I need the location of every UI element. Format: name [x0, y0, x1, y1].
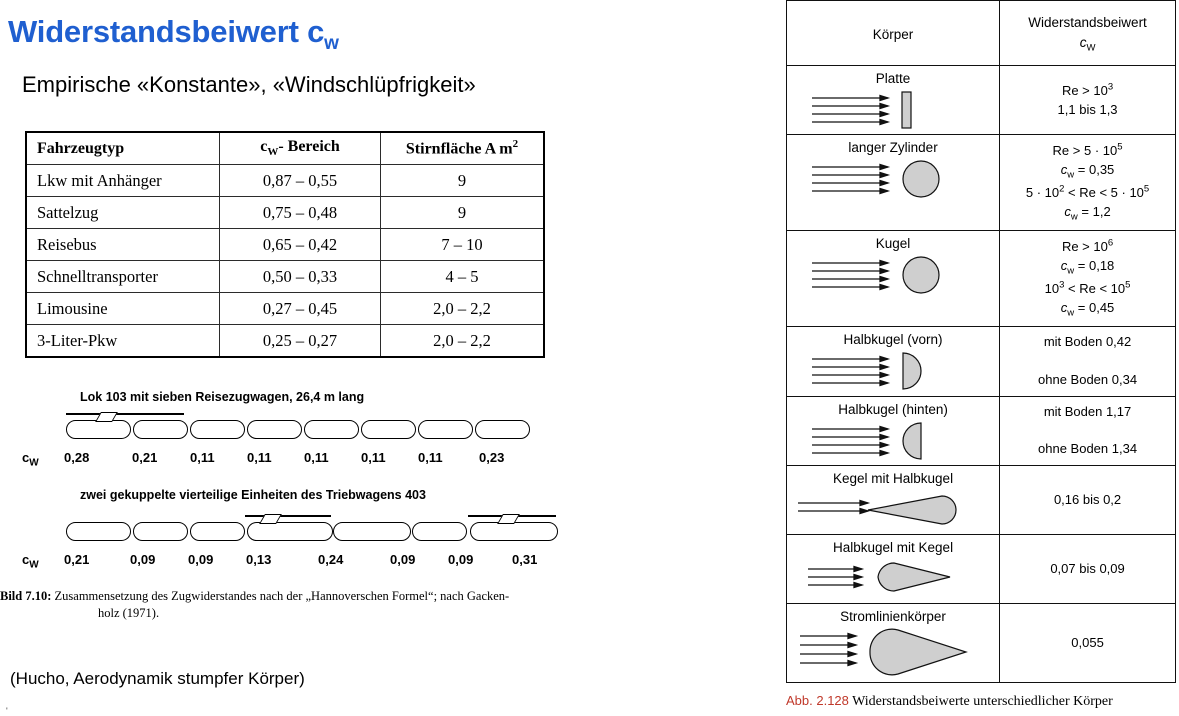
cw-value: 0,31: [512, 552, 538, 567]
cell-cw-range: 0,50 – 0,33: [220, 261, 381, 293]
train-figure-caption-1: Lok 103 mit sieben Reisezugwagen, 26,4 m lang: [80, 390, 365, 404]
train-car: [190, 420, 245, 439]
cell-cw-range: 0,27 – 0,45: [220, 293, 381, 325]
cell-vehicle-type: Limousine: [26, 293, 220, 325]
value-line: $Re > 10^3$: [1061, 81, 1114, 98]
cell-cw-range: 0,87 – 0,55: [220, 165, 381, 197]
overhead-line: [245, 515, 331, 517]
train-figure-caption-2: zwei gekuppelte vierteilige Einheiten des Triebwagens 403: [80, 488, 426, 502]
table-row: [787, 535, 1176, 604]
cell-drag-values: [1000, 66, 1176, 135]
cw-value: 0,11: [361, 450, 386, 465]
train-car: [133, 420, 188, 439]
train-row-2-cw-values: [0, 552, 600, 572]
table-row: [787, 604, 1176, 683]
cell-drag-values: 0,055: [1000, 604, 1176, 683]
cell-frontal-area: 2,0 – 2,2: [381, 325, 545, 358]
cw-c: c: [260, 138, 268, 156]
cell-body-name: [787, 604, 1000, 683]
cell-body-name: [787, 66, 1000, 135]
cw-label-subscript: W: [29, 559, 39, 571]
cell-body-name: [787, 327, 1000, 397]
value-line: 1,1 bis 1,3: [1057, 101, 1118, 117]
cw-value: 0,09: [188, 552, 214, 567]
value-line: $c_w = 0,45$: [1060, 299, 1115, 319]
cone-halfsphere-shape-svg: [790, 488, 996, 534]
value-line: mit Boden 1,17: [1043, 403, 1132, 419]
cell-vehicle-type: Sattelzug: [26, 197, 220, 229]
halfsphere-front-shape-svg: [790, 349, 996, 395]
train-car: [304, 420, 359, 439]
cw-row-label: [22, 450, 39, 469]
value-line: $10^3 < Re < 10^5$: [1044, 279, 1131, 296]
body-drag-table: [786, 0, 1176, 683]
figure-caption-label: Bild 7.10:: [0, 589, 52, 603]
train-car: [247, 522, 333, 541]
cw-value: 0,09: [130, 552, 156, 567]
shape-halfsphere-cone-icon: [787, 557, 999, 603]
body-name-label: langer Zylinder: [848, 140, 938, 156]
table-row: [26, 197, 544, 229]
cw-value: 0,28: [64, 450, 90, 465]
column-header-body: Körper: [787, 1, 1000, 66]
page-edge-mark: ': [6, 706, 8, 716]
cw-value: 0,23: [479, 450, 505, 465]
cell-vehicle-type: 3-Liter-Pkw: [26, 325, 220, 358]
cw-row-label: [22, 552, 39, 571]
train-row-1-cw-values: [0, 450, 600, 470]
value-line: ohne Boden 0,34: [1038, 371, 1138, 387]
shape-sphere-icon: [787, 253, 999, 299]
cell-drag-values: [1000, 396, 1176, 466]
plate-shape-svg: [790, 88, 996, 134]
cell-frontal-area: 9: [381, 165, 545, 197]
column-header-vehicle-type: Fahrzeugtyp: [26, 132, 220, 165]
train-car: [418, 420, 473, 439]
cw-value: 0,11: [247, 450, 272, 465]
cw-value: 0,21: [64, 552, 90, 567]
streamline-shape-svg: [790, 626, 996, 682]
halfsphere-cone-shape-svg: [790, 557, 996, 603]
train-car: [412, 522, 467, 541]
cw-label-c: c: [22, 552, 30, 567]
table-row: [787, 135, 1176, 231]
body-name-label: Platte: [875, 71, 911, 87]
train-row-2-shapes: [0, 506, 600, 552]
table-row: [26, 229, 544, 261]
shape-halfsphere-front-icon: [787, 349, 999, 395]
body-name-label: Halbkugel mit Kegel: [833, 540, 954, 556]
train-car: [190, 522, 245, 541]
figure-number-label: Abb. 2.128: [786, 693, 849, 709]
cell-body-name: [787, 466, 1000, 535]
train-resistance-figure: [0, 390, 600, 572]
cw-value: 0,13: [246, 552, 272, 567]
table-header-row: [787, 1, 1176, 66]
table-row: [787, 66, 1176, 135]
cell-drag-values: 0,16 bis 0,2: [1000, 466, 1176, 535]
overhead-line: [66, 413, 184, 415]
column-header-drag-coefficient: [1000, 1, 1176, 66]
page-subtitle: Empirische «Konstante», «Windschlüpfrigkeit»: [22, 72, 476, 97]
figure-caption-abb-2-128: [786, 692, 1178, 712]
train-car: [470, 522, 558, 541]
cw-subscript: W: [267, 146, 279, 159]
sphere-shape-svg: [790, 253, 996, 299]
value-line: mit Boden 0,42: [1043, 334, 1132, 350]
shape-cylinder-icon: [787, 157, 999, 203]
value-line: $c_w = 0,18$: [1060, 258, 1115, 277]
table-row: [26, 325, 544, 358]
cell-frontal-area: 2,0 – 2,2: [381, 293, 545, 325]
cylinder-shape-svg: [790, 157, 996, 203]
cw-label-subscript: W: [29, 457, 39, 469]
figure-caption-bild-7-10: [0, 588, 560, 622]
cell-frontal-area: 4 – 5: [381, 261, 545, 293]
cell-drag-values: [1000, 327, 1176, 397]
cw-label-c: c: [22, 450, 30, 465]
area-exponent: 2: [512, 138, 519, 151]
cell-body-name: [787, 135, 1000, 231]
shape-halfsphere-back-icon: [787, 419, 999, 465]
value-line: $Re > 5 \cdot 10^5$: [1052, 142, 1123, 159]
cw-value: 0,11: [304, 450, 329, 465]
table-header-row: [26, 132, 544, 165]
vehicle-drag-table: [25, 131, 545, 358]
column-header-cw-range: [220, 132, 381, 165]
value-line: ohne Boden 1,34: [1038, 441, 1138, 457]
body-name-label: Kugel: [875, 236, 911, 252]
cell-drag-values: [1000, 231, 1176, 327]
shape-streamline-icon: [787, 626, 999, 682]
body-name-label: Halbkugel (vorn): [843, 332, 943, 348]
cell-cw-range: 0,25 – 0,27: [220, 325, 381, 358]
header-c: c: [1079, 34, 1087, 50]
cw-value: 0,11: [418, 450, 443, 465]
locomotive-103: [66, 420, 131, 439]
train-car: [361, 420, 416, 439]
cw-value: 0,09: [390, 552, 416, 567]
cell-drag-values: 0,07 bis 0,09: [1000, 535, 1176, 604]
cell-drag-values: [1000, 135, 1176, 231]
cw-value: 0,09: [448, 552, 474, 567]
cell-body-name: [787, 535, 1000, 604]
cw-value: 0,11: [190, 450, 215, 465]
body-name-label: Kegel mit Halbkugel: [833, 471, 954, 487]
page-title-main: Widerstandsbeiwert c: [8, 14, 325, 49]
cell-cw-range: 0,75 – 0,48: [220, 197, 381, 229]
header-subscript: W: [1086, 42, 1096, 54]
page-title-subscript: w: [324, 33, 339, 55]
train-row-1-shapes: [0, 404, 600, 450]
table-row: [787, 231, 1176, 327]
railcar-403-head: [66, 522, 131, 541]
table-row: [787, 396, 1176, 466]
train-car: [333, 522, 411, 541]
train-car: [475, 420, 530, 439]
header-line1: Widerstandsbeiwert: [1028, 15, 1147, 30]
body-name-label: Stromlinienkörper: [840, 609, 946, 625]
area-text: Stirnfläche A m: [405, 140, 513, 158]
shape-cone-halfsphere-icon: [787, 488, 999, 534]
cell-body-name: [787, 231, 1000, 327]
source-note: (Hucho, Aerodynamik stumpfer Körper): [10, 669, 305, 688]
figure-caption-text-line2: holz (1971).: [98, 605, 160, 620]
figure-caption-text: Zusammensetzung des Zugwiderstandes nach der „Hannoverschen Formel“; nach Gacken-: [54, 589, 510, 603]
cell-vehicle-type: Lkw mit Anhänger: [26, 165, 220, 197]
column-header-frontal-area: [381, 132, 545, 165]
value-line: $c_w = 0,35$: [1060, 162, 1115, 181]
body-name-label: Halbkugel (hinten): [838, 401, 948, 417]
drag-coefficient-bodies-figure: [786, 0, 1176, 713]
table-row: [26, 293, 544, 325]
cw-value: 0,24: [318, 552, 344, 567]
cell-frontal-area: 7 – 10: [381, 229, 545, 261]
train-car: [247, 420, 302, 439]
page-title: [8, 14, 339, 55]
shape-plate-icon: [787, 88, 999, 134]
value-line: $Re > 10^6$: [1061, 238, 1114, 255]
cell-vehicle-type: Reisebus: [26, 229, 220, 261]
value-line: $c_w = 1,2$: [1064, 203, 1111, 223]
table-row: [787, 327, 1176, 397]
cell-body-name: [787, 396, 1000, 466]
figure-caption-text: Widerstandsbeiwerte unterschiedlicher Körper: [852, 694, 1113, 710]
train-car: [133, 522, 188, 541]
cell-frontal-area: 9: [381, 197, 545, 229]
cell-vehicle-type: Schnelltransporter: [26, 261, 220, 293]
table-row: [787, 466, 1176, 535]
cell-cw-range: 0,65 – 0,42: [220, 229, 381, 261]
table-row: [26, 165, 544, 197]
value-line: $5 \cdot 10^2 < Re < 5 \cdot 10^5$: [1025, 183, 1150, 200]
table-row: [26, 261, 544, 293]
cw-range-text: - Bereich: [278, 138, 340, 156]
halfsphere-back-shape-svg: [790, 419, 996, 465]
cw-value: 0,21: [132, 450, 158, 465]
